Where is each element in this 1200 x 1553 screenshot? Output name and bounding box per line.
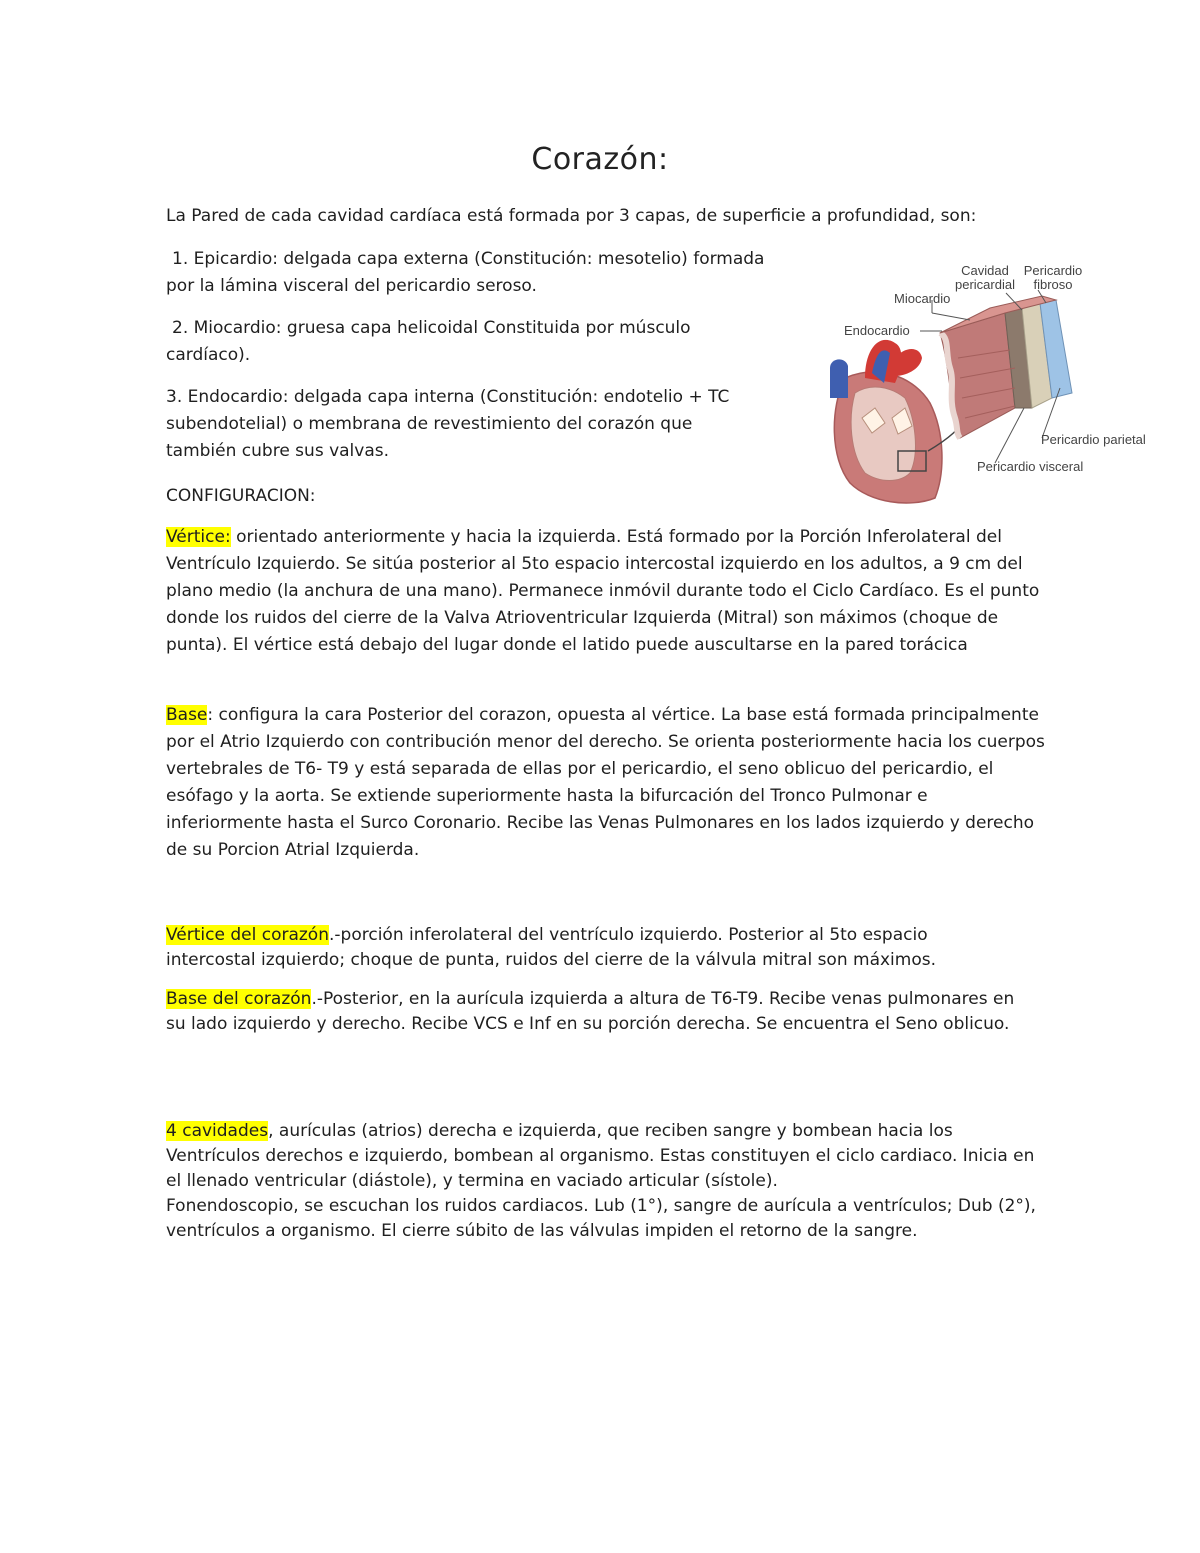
vertice-corazon-paragraph — [166, 923, 976, 973]
label-pericardio-fibroso: Pericardio fibroso — [1023, 263, 1083, 292]
cavidades-text: , aurículas (atrios) derecha e izquierda, que reciben sangre y bombean hacia los Ventrículos derechos e izquierdo, bombean al organismo. Estas constituyen el ciclo cardiaco. Inicia en el llenado ventricular (diástole), y termina en vaciado articular (sístole). — [166, 1121, 1035, 1191]
configuracion-heading: CONFIGURACION: — [166, 486, 316, 506]
base-paragraph — [166, 702, 1046, 864]
base-corazon-paragraph — [166, 987, 1026, 1037]
label-pericardio-visceral: Pericardio visceral — [977, 459, 1084, 474]
label-miocardio: Miocardio — [894, 291, 951, 306]
vertice-term: Vértice: — [166, 527, 231, 547]
layer-miocardio: 2. Miocardio: gruesa capa helicoidal Constituida por músculo cardíaco). — [166, 318, 691, 365]
base-term: Base — [166, 705, 208, 725]
intro-paragraph: La Pared de cada cavidad cardíaca está formada por 3 capas, de superficie a profundidad, son: — [166, 206, 977, 226]
vertice-corazon-term: Vértice del corazón — [166, 925, 329, 945]
vertice-paragraph — [166, 524, 1046, 659]
label-endocardio: Endocardio — [844, 323, 910, 338]
cavidades-paragraph — [166, 1119, 1046, 1244]
vertice-corazon-text: .-porción inferolateral del ventrículo izquierdo. Posterior al 5to espacio intercostal izquierdo; choque de punta, ruidos del cierre de la válvula mitral son máximos. — [166, 925, 936, 970]
fonendoscopio-text: Fonendoscopio, se escuchan los ruidos cardiacos. Lub (1°), sangre de aurícula a ventrículos; Dub (2°), ventrículos a organismo. El cierre súbito de las válvulas impiden el retorno de la sangre. — [166, 1196, 1036, 1241]
base-text: : configura la cara Posterior del corazon, opuesta al vértice. La base está formada principalmente por el Atrio Izquierdo con contribución menor del derecho. Se orienta posteriormente hacia los cuerpos vertebrales de T6- T9 y está separada de ellas por el pericardio, el seno oblicuo del pericardio, el esófago y la aorta. Se extiende superiormente hasta la bifurcación del Tronco Pulmonar e inferiormente hasta el Surco Coronario. Recibe las Venas Pulmonares en los lados izquierdo y derecho de su Porcion Atrial Izquierda. — [166, 705, 1045, 860]
page-title: Corazón: — [531, 142, 669, 177]
cavidades-term: 4 cavidades — [166, 1121, 269, 1141]
vertice-text: orientado anteriormente y hacia la izquierda. Está formado por la Porción Inferolateral del Ventrículo Izquierdo. Se sitúa posterior al 5to espacio intercostal izquierdo en los adultos, a 9 cm del plano medio (la anchura de una mano). Permanece inmóvil durante todo el Ciclo Cardíaco. Es el punto donde los ruidos del cierre de la Valva Atrioventricular Izquierda (Mitral) son máximos (choque de punta). El vértice está debajo del lugar donde el latido puede auscultarse en la pared torácica — [166, 527, 1040, 655]
base-corazon-term: Base del corazón — [166, 989, 312, 1009]
layer-endocardio: 3. Endocardio: delgada capa interna (Constitución: endotelio + TC subendotelial) o membrana de revestimiento del corazón que también cubre sus valvas. — [166, 387, 730, 461]
label-cavidad-pericardial: Cavidad pericardial — [955, 263, 1015, 292]
heart-wall-figure — [810, 258, 1170, 508]
label-pericardio-parietal: Pericardio parietal — [1041, 432, 1146, 447]
wall-layers-drawing — [940, 296, 1072, 438]
layer-epicardio: 1. Epicardio: delgada capa externa (Constitución: mesotelio) formada por la lámina visceral del pericardio seroso. — [166, 249, 765, 296]
base-corazon-text: .-Posterior, en la aurícula izquierda a altura de T6-T9. Recibe venas pulmonares en su lado izquierdo y derecho. Recibe VCS e Inf en su porción derecha. Se encuentra el Seno oblicuo. — [166, 989, 1015, 1034]
